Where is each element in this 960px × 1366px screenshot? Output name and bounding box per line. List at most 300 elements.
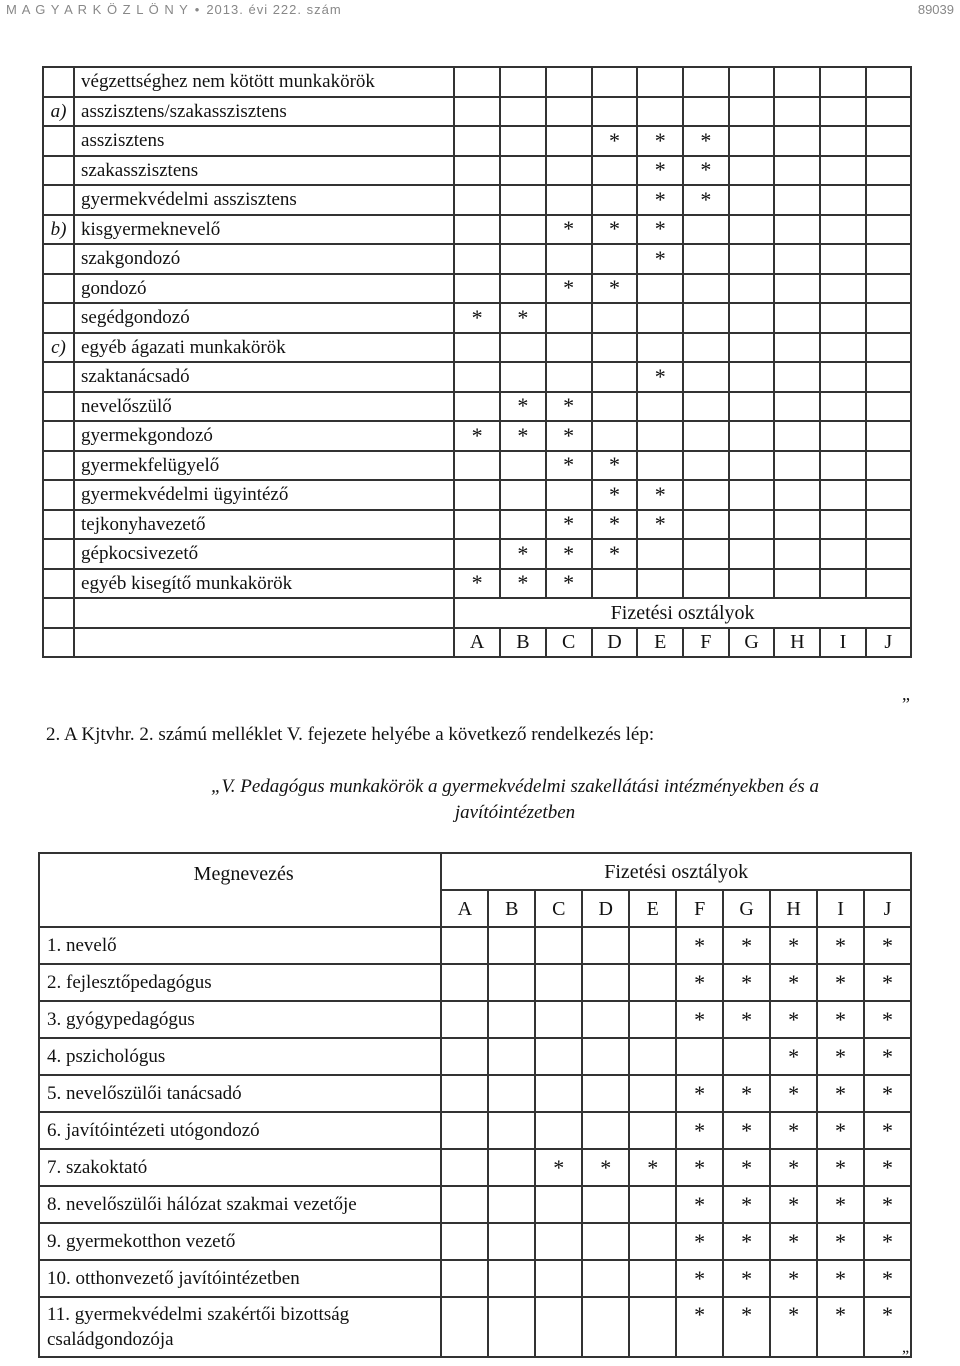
job-title: asszisztens: [74, 126, 454, 156]
pay-class-cell: [723, 1112, 770, 1149]
pay-class-cell: [592, 392, 638, 422]
pay-class-cell: [729, 333, 775, 363]
pay-class-cell: [592, 362, 638, 392]
page-header: [0, 0, 960, 22]
job-title: kisgyermeknevelő: [74, 215, 454, 245]
star-mark: *: [608, 127, 620, 153]
pay-class-cell: [729, 392, 775, 422]
star-mark: *: [881, 969, 893, 995]
pay-class-cell: [723, 1075, 770, 1112]
pay-class-cell: [820, 244, 865, 274]
pay-class-cell: [535, 927, 582, 964]
pay-class-cell: [546, 333, 592, 363]
pay-class-cell: [774, 333, 820, 363]
pay-classes-label: Fizetési osztályok: [441, 853, 911, 890]
table-row: [39, 1260, 911, 1297]
pay-class-cell: [629, 1149, 676, 1186]
pay-class-cell: [683, 156, 729, 186]
job-title: végzettséghez nem kötött munkakörök: [74, 67, 454, 97]
pay-class-cell: [582, 1038, 629, 1075]
star-mark: *: [700, 157, 712, 183]
pay-class-cell: [637, 274, 683, 304]
pay-class-cell: [820, 126, 865, 156]
pay-class-cell: [454, 215, 500, 245]
star-mark: *: [608, 481, 620, 507]
pay-class-cell: [770, 1297, 817, 1357]
star-mark: *: [881, 1006, 893, 1032]
pay-class-cell: [500, 421, 546, 451]
pay-class-cell: [729, 126, 775, 156]
pay-class-cell: [592, 480, 638, 510]
star-mark: *: [835, 1080, 847, 1106]
table-row: [43, 126, 911, 156]
star-mark: *: [654, 511, 666, 537]
pay-class-cell: [592, 569, 638, 599]
star-mark: *: [654, 245, 666, 271]
star-mark: *: [694, 1191, 706, 1217]
pay-class-cell: [592, 333, 638, 363]
pay-class-cell: [454, 362, 500, 392]
job-title: gépkocsivezető: [74, 539, 454, 569]
pay-class-cell: [723, 1186, 770, 1223]
job-title: szakasszisztens: [74, 156, 454, 186]
pay-class-cell: [676, 1112, 723, 1149]
pay-class-cell: [592, 274, 638, 304]
column-header: B: [488, 890, 535, 927]
star-mark: *: [881, 1302, 893, 1327]
star-mark: *: [741, 932, 753, 958]
star-mark: *: [694, 1117, 706, 1143]
pay-class-cell: [820, 451, 865, 481]
section-letter: [43, 510, 74, 540]
pay-class-cell: [774, 569, 820, 599]
pay-class-cell: [676, 1260, 723, 1297]
pay-class-cell: [629, 1223, 676, 1260]
section-title: „V. Pedagógus munkakörök a gyermekvédelmi szakellátási intézményekben és a javítóintézetben: [210, 776, 819, 823]
pay-class-cell: [723, 1149, 770, 1186]
pay-class-cell: [820, 510, 865, 540]
section-letter: [43, 362, 74, 392]
job-title: szaktanácsadó: [74, 362, 454, 392]
job-title: gyermekfelügyelő: [74, 451, 454, 481]
pay-class-cell: [546, 362, 592, 392]
pay-class-cell: [488, 927, 535, 964]
pay-class-cell: [723, 927, 770, 964]
pay-class-cell: [866, 67, 911, 97]
pay-class-cell: [592, 215, 638, 245]
pay-class-cell: [817, 927, 864, 964]
pay-class-cell: [454, 244, 500, 274]
pay-class-cell: [864, 964, 911, 1001]
pay-class-cell: [637, 303, 683, 333]
pay-class-cell: [454, 126, 500, 156]
bullet-separator: •: [194, 2, 201, 17]
pay-class-cell: [454, 67, 500, 97]
pay-class-cell: [500, 333, 546, 363]
pay-class-cell: [637, 451, 683, 481]
table-row: [43, 156, 911, 186]
pay-class-cell: [676, 1297, 723, 1357]
pay-class-cell: [866, 126, 911, 156]
star-mark: *: [563, 570, 575, 596]
pay-classes-header-row: [43, 628, 911, 658]
pay-class-cell: [488, 1223, 535, 1260]
empty-cell: [43, 628, 74, 658]
pay-class-cell: [866, 333, 911, 363]
pay-class-cell: [582, 1001, 629, 1038]
star-mark: *: [881, 1191, 893, 1217]
column-header: I: [820, 628, 865, 658]
pay-class-cell: [500, 539, 546, 569]
column-header: J: [864, 890, 911, 927]
pay-class-cell: [866, 480, 911, 510]
pay-class-cell: [676, 1038, 723, 1075]
star-mark: *: [881, 932, 893, 958]
table-row: [39, 1223, 911, 1260]
star-mark: *: [694, 1006, 706, 1032]
pay-class-cell: [592, 451, 638, 481]
pay-class-cell: [817, 1186, 864, 1223]
pay-classes-label-row: [43, 598, 911, 628]
pay-class-cell: [817, 1075, 864, 1112]
pay-class-cell: [500, 126, 546, 156]
pay-class-cell: [683, 480, 729, 510]
star-mark: *: [563, 422, 575, 448]
pay-class-cell: [770, 1075, 817, 1112]
star-mark: *: [835, 1191, 847, 1217]
star-mark: *: [471, 304, 483, 330]
column-header: G: [723, 890, 770, 927]
pay-class-cell: [488, 1260, 535, 1297]
pay-class-cell: [866, 510, 911, 540]
pay-class-cell: [637, 480, 683, 510]
section-letter: [43, 303, 74, 333]
star-mark: *: [694, 1080, 706, 1106]
pay-class-cell: [629, 1001, 676, 1038]
section-letter: [43, 156, 74, 186]
star-mark: *: [471, 422, 483, 448]
job-title: egyéb kisegítő munkakörök: [74, 569, 454, 599]
pay-class-cell: [546, 244, 592, 274]
pay-class-cell: [676, 1075, 723, 1112]
pay-class-cell: [582, 927, 629, 964]
star-mark: *: [881, 1154, 893, 1180]
pay-class-cell: [774, 185, 820, 215]
job-title: gyermekvédelmi ügyintéző: [74, 480, 454, 510]
pay-class-cell: [546, 539, 592, 569]
job-title: gyermekgondozó: [74, 421, 454, 451]
pay-class-cell: [500, 215, 546, 245]
star-mark: *: [517, 570, 529, 596]
pay-class-cell: [820, 333, 865, 363]
pay-class-cell: [683, 333, 729, 363]
star-mark: *: [835, 1302, 847, 1327]
pay-class-cell: [683, 215, 729, 245]
pay-class-cell: [629, 1186, 676, 1223]
star-mark: *: [835, 1154, 847, 1180]
table-row: [43, 569, 911, 599]
position-name: 4. pszichológus: [39, 1038, 441, 1075]
star-mark: *: [517, 304, 529, 330]
pay-class-cell: [729, 274, 775, 304]
pay-class-cell: [676, 927, 723, 964]
table-row: [43, 97, 911, 127]
pay-class-cell: [683, 510, 729, 540]
empty-cell: [43, 598, 74, 628]
star-mark: *: [741, 969, 753, 995]
star-mark: *: [654, 363, 666, 389]
pay-class-cell: [535, 1297, 582, 1357]
pay-class-cell: [629, 1112, 676, 1149]
star-mark: *: [517, 393, 529, 419]
pay-class-cell: [820, 569, 865, 599]
pay-class-cell: [770, 1260, 817, 1297]
star-mark: *: [694, 969, 706, 995]
job-title: segédgondozó: [74, 303, 454, 333]
table-row: [43, 451, 911, 481]
pay-class-cell: [582, 1297, 629, 1357]
pay-class-cell: [820, 67, 865, 97]
pay-class-cell: [866, 569, 911, 599]
star-mark: *: [654, 157, 666, 183]
pay-class-cell: [864, 1149, 911, 1186]
pay-class-cell: [729, 480, 775, 510]
pay-class-cell: [683, 539, 729, 569]
column-header: E: [637, 628, 683, 658]
pay-class-cell: [820, 303, 865, 333]
table-row: [39, 1001, 911, 1038]
star-mark: *: [600, 1154, 612, 1180]
pay-class-cell: [441, 1112, 488, 1149]
pay-class-cell: [637, 97, 683, 127]
pay-class-cell: [546, 569, 592, 599]
pay-class-cell: [535, 1001, 582, 1038]
table-row: [39, 1038, 911, 1075]
table-row: [43, 215, 911, 245]
pay-class-cell: [683, 126, 729, 156]
star-mark: *: [788, 1191, 800, 1217]
pay-class-cell: [820, 215, 865, 245]
pay-class-cell: [723, 1297, 770, 1357]
pay-class-cell: [592, 185, 638, 215]
pay-class-cell: [629, 1038, 676, 1075]
pay-class-cell: [683, 569, 729, 599]
pay-class-cell: [774, 392, 820, 422]
pay-class-cell: [866, 362, 911, 392]
star-mark: *: [881, 1228, 893, 1254]
star-mark: *: [835, 1043, 847, 1069]
pay-class-cell: [637, 215, 683, 245]
pay-class-cell: [817, 1001, 864, 1038]
section-letter: [43, 480, 74, 510]
star-mark: *: [694, 1154, 706, 1180]
pay-class-cell: [637, 362, 683, 392]
table-row: [43, 421, 911, 451]
pay-class-cell: [535, 1186, 582, 1223]
star-mark: *: [788, 1265, 800, 1291]
column-header: H: [770, 890, 817, 927]
section-letter: [43, 421, 74, 451]
pay-class-cell: [637, 126, 683, 156]
position-name: 6. javítóintézeti utógondozó: [39, 1112, 441, 1149]
star-mark: *: [517, 540, 529, 566]
pay-class-cell: [454, 185, 500, 215]
pay-class-cell: [582, 1260, 629, 1297]
pay-class-cell: [774, 97, 820, 127]
pay-class-cell: [637, 244, 683, 274]
table-row: [43, 510, 911, 540]
star-mark: *: [694, 1265, 706, 1291]
pay-class-cell: [500, 480, 546, 510]
closing-quote: ”: [902, 694, 910, 714]
pay-class-cell: [820, 97, 865, 127]
pay-class-cell: [454, 421, 500, 451]
pay-class-cell: [866, 156, 911, 186]
pay-classes-label: Fizetési osztályok: [454, 598, 911, 628]
pay-class-cell: [592, 156, 638, 186]
job-title: egyéb ágazati munkakörök: [74, 333, 454, 363]
pay-class-cell: [729, 303, 775, 333]
pay-class-cell: [546, 392, 592, 422]
table-row: [43, 244, 911, 274]
job-title: nevelőszülő: [74, 392, 454, 422]
pay-class-cell: [729, 539, 775, 569]
position-name: 3. gyógypedagógus: [39, 1001, 441, 1038]
pay-class-cell: [723, 1223, 770, 1260]
job-title: tejkonyhavezető: [74, 510, 454, 540]
pay-class-cell: [864, 1038, 911, 1075]
pay-class-cell: [770, 1112, 817, 1149]
pay-class-cell: [729, 67, 775, 97]
column-header: H: [774, 628, 820, 658]
pay-class-cell: [500, 156, 546, 186]
pay-class-cell: [441, 927, 488, 964]
star-mark: *: [741, 1154, 753, 1180]
pay-class-cell: [770, 964, 817, 1001]
pay-class-cell: [592, 244, 638, 274]
pedagogue-roles-table: [38, 852, 912, 1358]
pay-class-cell: [488, 1075, 535, 1112]
column-header: C: [546, 628, 592, 658]
pay-class-cell: [535, 1112, 582, 1149]
pay-class-cell: [500, 67, 546, 97]
pay-class-cell: [683, 274, 729, 304]
star-mark: *: [788, 1006, 800, 1032]
pay-class-cell: [676, 1149, 723, 1186]
pay-class-cell: [500, 97, 546, 127]
table-row: [43, 480, 911, 510]
pay-class-cell: [454, 451, 500, 481]
pay-class-cell: [488, 1112, 535, 1149]
pay-class-cell: [454, 274, 500, 304]
pay-class-cell: [488, 1186, 535, 1223]
star-mark: *: [654, 127, 666, 153]
pay-class-cell: [774, 126, 820, 156]
star-mark: *: [608, 275, 620, 301]
issue-label: 2013. évi 222. szám: [206, 2, 342, 17]
pay-class-cell: [770, 1223, 817, 1260]
pay-class-cell: [866, 185, 911, 215]
pay-class-cell: [592, 97, 638, 127]
pay-class-cell: [441, 1186, 488, 1223]
star-mark: *: [788, 1043, 800, 1069]
empty-cell: [74, 628, 454, 658]
pay-class-cell: [723, 964, 770, 1001]
pay-class-cell: [500, 451, 546, 481]
section-letter: [43, 274, 74, 304]
section-letter: [43, 244, 74, 274]
star-mark: *: [563, 393, 575, 419]
pay-class-cell: [488, 1038, 535, 1075]
pay-class-cell: [729, 569, 775, 599]
star-mark: *: [654, 216, 666, 242]
pay-class-cell: [582, 1075, 629, 1112]
star-mark: *: [700, 127, 712, 153]
pay-class-cell: [770, 1001, 817, 1038]
pay-class-cell: [454, 392, 500, 422]
pay-class-cell: [441, 1223, 488, 1260]
pay-class-cell: [817, 1260, 864, 1297]
star-mark: *: [835, 1006, 847, 1032]
column-header: F: [683, 628, 729, 658]
pay-class-cell: [546, 303, 592, 333]
table-row: [39, 1149, 911, 1186]
pay-class-cell: [864, 1001, 911, 1038]
star-mark: *: [741, 1191, 753, 1217]
position-name: 7. szakoktató: [39, 1149, 441, 1186]
empty-cell: [74, 598, 454, 628]
pay-class-cell: [454, 569, 500, 599]
pay-class-cell: [774, 510, 820, 540]
star-mark: *: [741, 1117, 753, 1143]
pay-class-cell: [546, 274, 592, 304]
pay-class-cell: [729, 510, 775, 540]
pay-class-cell: [546, 215, 592, 245]
table-row: [39, 1075, 911, 1112]
pay-class-cell: [535, 1038, 582, 1075]
pay-class-cell: [500, 185, 546, 215]
pay-class-cell: [770, 927, 817, 964]
section-letter: [43, 451, 74, 481]
header-publication: [6, 2, 342, 17]
pay-class-cell: [723, 1001, 770, 1038]
pay-class-cell: [637, 539, 683, 569]
star-mark: *: [694, 1228, 706, 1254]
table-row: [43, 362, 911, 392]
pay-class-cell: [441, 964, 488, 1001]
pay-class-cell: [488, 964, 535, 1001]
star-mark: *: [788, 1154, 800, 1180]
pay-class-cell: [770, 1038, 817, 1075]
pay-class-cell: [488, 1149, 535, 1186]
section-letter: [43, 392, 74, 422]
pay-class-cell: [683, 451, 729, 481]
star-mark: *: [654, 481, 666, 507]
page-number: 89039: [917, 2, 954, 17]
pay-class-cell: [441, 1297, 488, 1357]
pay-class-cell: [441, 1075, 488, 1112]
pay-class-cell: [500, 392, 546, 422]
pay-class-cell: [637, 185, 683, 215]
column-header: F: [676, 890, 723, 927]
pay-class-cell: [546, 126, 592, 156]
star-mark: *: [788, 932, 800, 958]
amendment-paragraph: 2. A Kjtvhr. 2. számú melléklet V. fejezete helyébe a következő rendelkezés lép:: [46, 724, 655, 745]
pay-class-cell: [441, 1260, 488, 1297]
pay-class-cell: [676, 1223, 723, 1260]
column-header: D: [582, 890, 629, 927]
table-row: [43, 392, 911, 422]
